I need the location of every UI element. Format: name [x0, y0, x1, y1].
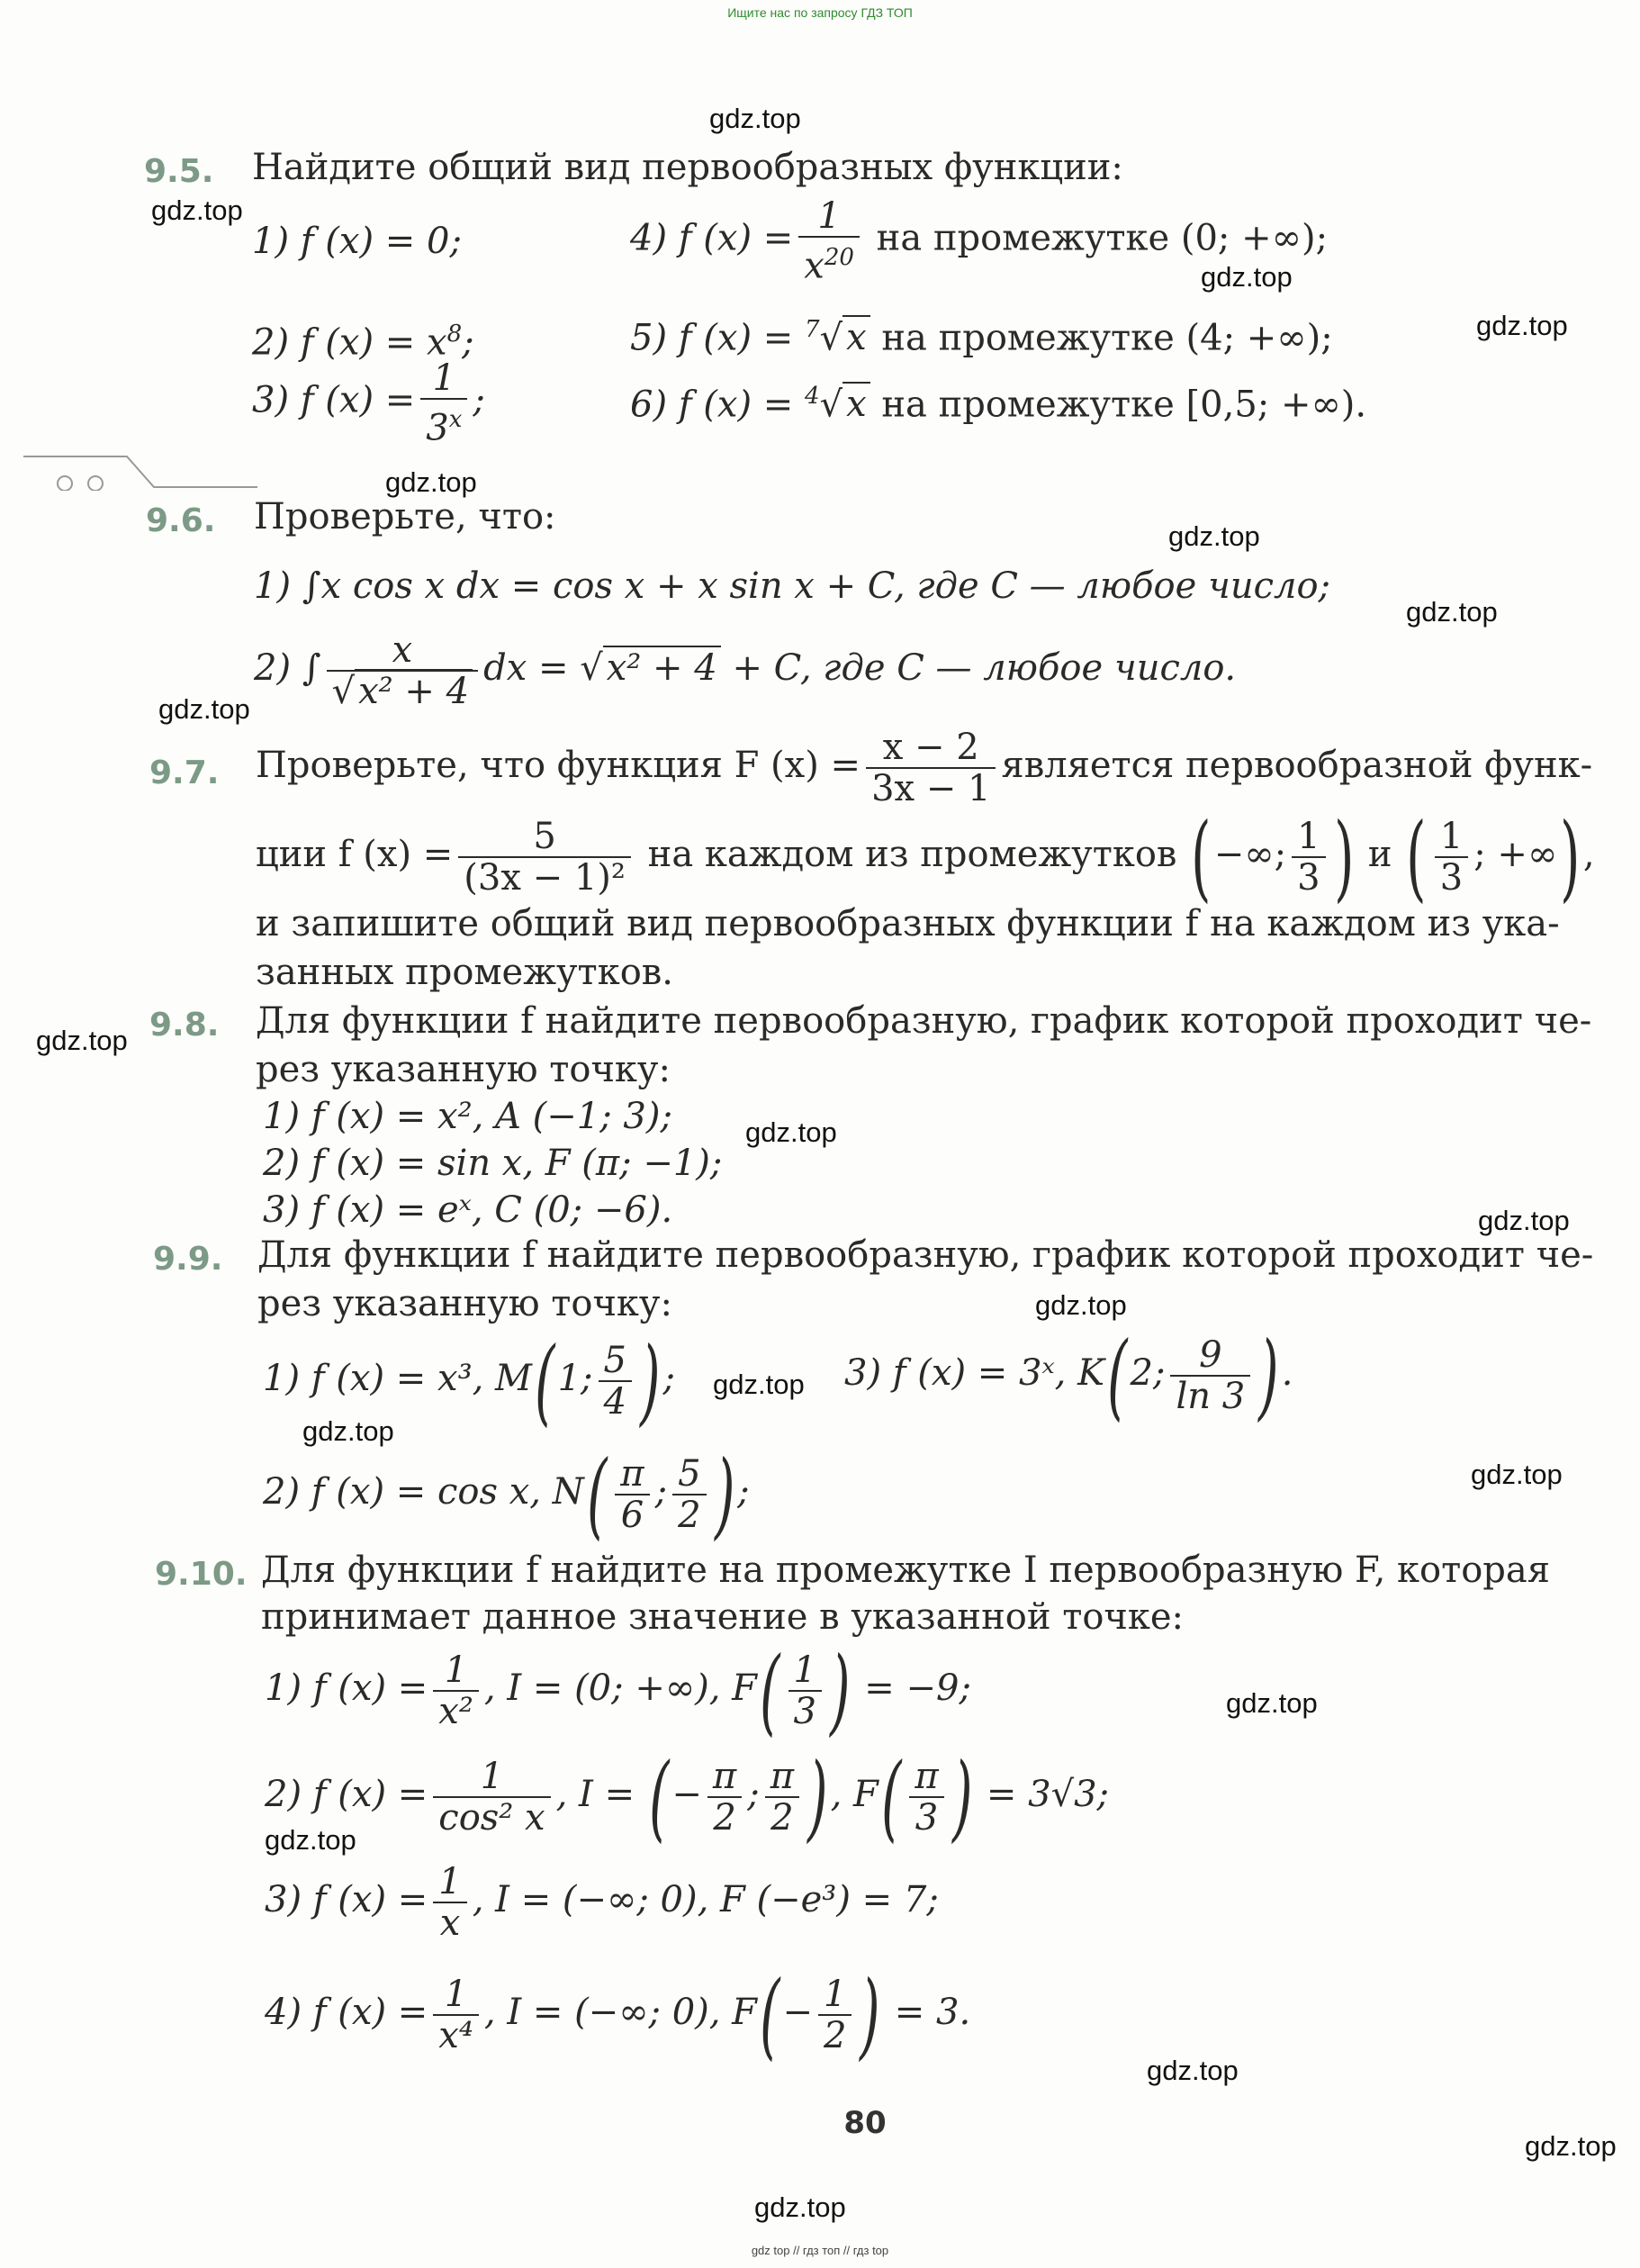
- item: 2) f $(x) = x^8$;: [252, 321, 474, 364]
- page-number: 80: [843, 2105, 887, 2141]
- text-line: ции f (x) = $\frac{5}{\text{(3x − 1)²}}$ на каждом из промежутков (−∞; $\frac{1}{3}$ ) и ( $\frac{1}{3}$ ; +∞),: [256, 802, 1595, 912]
- watermark: gdz.top: [302, 1415, 394, 1447]
- watermark: gdz.top: [1406, 596, 1498, 628]
- item: 3) f (x) = $\frac{1}{x}$ , I = (−∞; 0), F (−e³) = 7;: [265, 1861, 939, 1944]
- exercise-title: Проверьте, что:: [254, 496, 556, 538]
- text-line: Для функции f найдите первообразную, график которой проходит че-: [256, 1000, 1592, 1042]
- text-line: рез указанную точку:: [257, 1283, 672, 1324]
- item: 2) f (x) = sin x, F (π; −1);: [263, 1143, 723, 1184]
- item: 3) f (x) = eˣ, C (0; −6).: [263, 1189, 673, 1231]
- watermark: gdz.top: [151, 194, 243, 226]
- item: 4) f (x) = $\frac{1}{x^{20}}$ на промежутке (0; +∞);: [630, 195, 1329, 287]
- watermark: gdz.top: [1525, 2130, 1617, 2162]
- text-line: и запишите общий вид первообразных функции f на каждом из ука-: [256, 903, 1560, 944]
- watermark: gdz.top: [709, 103, 801, 134]
- decorative-line-icon: [23, 455, 266, 491]
- exercise-number: 9.7.: [149, 754, 220, 791]
- watermark: gdz.top: [1035, 1289, 1127, 1321]
- item: 1) f (x) = 0;: [252, 221, 462, 262]
- exercise-number: 9.8.: [149, 1007, 220, 1044]
- item: 5) f (x) = $^7$√ x на промежутке (4; +∞);: [630, 316, 1333, 359]
- watermark: gdz.top: [745, 1116, 837, 1148]
- item: 1) f (x) = x³, M(1; $\frac{5}{4}$ );: [263, 1326, 676, 1436]
- text-line: принимает данное значение в указанной точке:: [261, 1596, 1184, 1638]
- exercise-number: 9.9.: [153, 1241, 223, 1278]
- exercise-number: 9.6.: [146, 502, 216, 539]
- watermark: gdz.top: [754, 2191, 846, 2223]
- watermark: gdz.top: [385, 466, 477, 498]
- watermark: gdz.top: [36, 1025, 128, 1056]
- watermark: gdz.top: [1168, 520, 1260, 552]
- watermark: gdz.top: [1226, 1687, 1318, 1719]
- watermark: gdz.top: [1476, 310, 1568, 341]
- exercise-title: Найдите общий вид первообразных функции:: [252, 147, 1123, 188]
- item: 1) f (x) = x², A (−1; 3);: [263, 1096, 672, 1137]
- watermark: gdz.top: [265, 1824, 356, 1856]
- item: 2) ∫ $\frac{x}{\text{√ x² + 4}}$ dx = √ x² + 4 + C, где C — любое число.: [254, 629, 1237, 712]
- item: 1) ∫x cos x dx = cos x + x sin x + C, где C — любое число;: [254, 565, 1331, 607]
- watermark: gdz.top: [158, 693, 250, 725]
- watermark: gdz.top: [1471, 1459, 1563, 1490]
- watermark: gdz.top: [1201, 261, 1293, 293]
- item: 3) f (x) = $\frac{1}{3^x}$ ;: [252, 357, 485, 449]
- watermark: gdz.top: [1478, 1205, 1570, 1236]
- exercise-number: 9.5.: [144, 153, 214, 190]
- text-line: Проверьте, что функция F (x) = $\frac{x - 2}{3x - 1}$ является первообразной функ-: [256, 727, 1593, 809]
- item: 6) f (x) = $^4$√ x на промежутке [0,5; +∞).: [630, 383, 1367, 426]
- top-search-hint[interactable]: Ищите нас по запросу ГДЗ ТОП: [727, 5, 913, 20]
- bottom-links[interactable]: gdz top // гдз топ // гдз top: [751, 2244, 889, 2257]
- item: 3) f (x) = 3ˣ, K(2; $\frac{9}{\ln 3}$ ).: [844, 1321, 1293, 1431]
- exercise-number: 9.10.: [155, 1556, 248, 1593]
- text-line: рез указанную точку:: [256, 1049, 671, 1090]
- text-line: Для функции f найдите на промежутке I первообразную F, которая: [261, 1550, 1550, 1591]
- watermark: gdz.top: [713, 1369, 805, 1400]
- item: 4) f (x) = $\frac{1}{\text{x⁴}}$ , I = (−∞; 0), F(− $\frac{1}{2}$ ) = 3.: [265, 1960, 971, 2070]
- text-line: занных промежутков.: [256, 952, 674, 993]
- item: 2) f (x) = $\frac{1}{\text{cos² x}}$ , I = (− $\frac{\pi}{2}$ ; $\frac{\pi}{2}$ ), F( $\frac{\pi}{3}$ ) = 3√3;: [265, 1742, 1110, 1852]
- text-line: Для функции f найдите первообразную, график которой проходит че-: [257, 1234, 1594, 1276]
- item: 2) f (x) = cos x, N( $\frac{\pi}{6}$ ; $\frac{5}{2}$ );: [263, 1440, 750, 1550]
- item: 1) f (x) = $\frac{1}{\text{x²}}$ , I = (0; +∞), F( $\frac{1}{3}$ ) = −9;: [265, 1636, 971, 1746]
- watermark: gdz.top: [1147, 2055, 1239, 2086]
